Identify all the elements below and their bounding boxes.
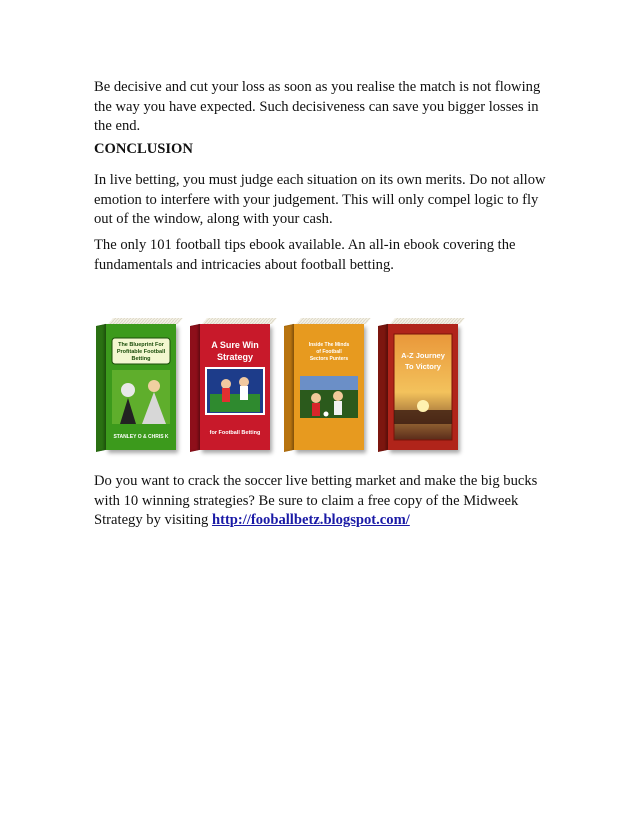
book2-title-line1: A Sure Win: [211, 340, 259, 350]
book1-title-line3: Betting: [131, 356, 151, 362]
book1-title-line1: The Blueprint For: [118, 342, 164, 348]
ebook-covers-row: [96, 318, 476, 460]
book3-title-line3: Sectors Punters: [309, 356, 349, 362]
book1-author: STANLEY O & CHRIS K: [113, 434, 169, 440]
paragraph-call-to-action: [94, 472, 554, 531]
book4-title-line1: A-Z Journey: [401, 351, 445, 360]
paragraph-live-betting: In live betting, you must judge each situation on its own merits. Do not allow emotion to interfere with your judgement. This will only compel logic to fly out of the window, along with your cash.: [94, 172, 546, 228]
paragraph-ebook-intro: The only 101 football tips ebook available. An all-in ebook covering the fundamentals and intricacies about football betting.: [94, 237, 516, 273]
book-cover-az-journey: [378, 318, 460, 454]
paragraph-decisive: Be decisive and cut your loss as soon as you realise the match is not flowing the way you have expected. Such decisiveness can save you bigger losses in the end.: [94, 79, 541, 135]
book-cover-inside-minds: [284, 318, 366, 454]
section-heading-conclusion: CONCLUSION: [94, 141, 193, 157]
book-cover-sure-win: [190, 318, 272, 454]
book3-title-line1: Inside The Minds: [308, 342, 350, 348]
book4-title-line2: To Victory: [405, 362, 441, 371]
blog-link[interactable]: http://fooballbetz.blogspot.com/: [211, 512, 410, 529]
book3-title-line2: of Football: [316, 349, 342, 355]
book2-subtitle: for Football Betting: [209, 430, 261, 436]
book2-title-line2: Strategy: [216, 352, 254, 362]
cta-text: Do you want to crack the soccer live betting market and make the big bucks with 10 winning strategies? Be sure to claim a free copy of the Midweek Strategy by visiting: [94, 473, 538, 529]
book-cover-blueprint: [96, 318, 178, 454]
book1-title-line2: Profitable Football: [116, 349, 166, 355]
